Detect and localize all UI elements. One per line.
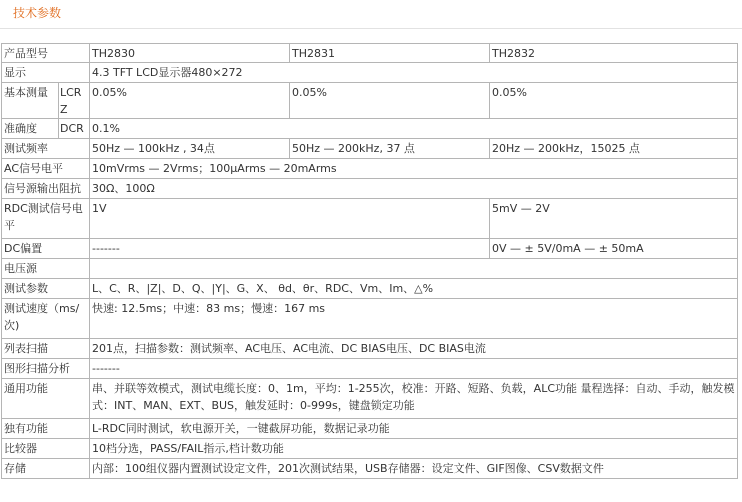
parameters-value: L、C、R、|Z|、D、Q、|Y|、G、X、 θd、θr、RDC、Vm、Im、△% bbox=[90, 279, 738, 299]
lcrz-value-th2832: 0.05% bbox=[490, 83, 738, 119]
title-divider bbox=[0, 28, 742, 29]
dc-bias-label: DC偏置 bbox=[2, 239, 90, 259]
dc-bias-th2830-th2831: ------- bbox=[90, 239, 490, 259]
table-row-display bbox=[2, 63, 738, 83]
ac-level-value: 10mVrms — 2Vrms；100μArms — 20mArms bbox=[90, 159, 738, 179]
speed-label: 测试速度（ms/次) bbox=[2, 299, 90, 339]
storage-label: 存储 bbox=[2, 459, 90, 479]
speed-value: 快速: 12.5ms；中速：83 ms；慢速：167 ms bbox=[90, 299, 738, 339]
voltage-source-label: 电压源 bbox=[2, 259, 90, 279]
parameters-label: 测试参数 bbox=[2, 279, 90, 299]
lcrz-value-th2830: 0.05% bbox=[90, 83, 290, 119]
frequency-label: 测试频率 bbox=[2, 139, 90, 159]
list-sweep-label: 列表扫描 bbox=[2, 339, 90, 359]
model-th2830: TH2830 bbox=[90, 44, 290, 63]
frequency-th2832: 20Hz — 200kHz，15025 点 bbox=[490, 139, 738, 159]
table-row-frequency bbox=[2, 139, 738, 159]
comparator-value: 10档分选，PASS/FAIL指示,档计数功能 bbox=[90, 439, 738, 459]
frequency-th2830: 50Hz — 100kHz , 34点 bbox=[90, 139, 290, 159]
graph-sweep-value: ------- bbox=[90, 359, 738, 379]
lcrz-value-th2831: 0.05% bbox=[290, 83, 490, 119]
basic-accuracy-label-1: 基本测量 bbox=[2, 83, 59, 119]
table-row-general bbox=[2, 379, 738, 419]
basic-accuracy-label-2: 准确度 bbox=[2, 119, 59, 139]
dc-bias-th2832: 0V — ± 5V/0mA — ± 50mA bbox=[490, 239, 738, 259]
spec-table bbox=[1, 43, 738, 479]
list-sweep-value: 201点，扫描参数：测试频率、AC电压、AC电流、DC BIAS电压、DC BIAS电流 bbox=[90, 339, 738, 359]
source-impedance-value: 30Ω、100Ω bbox=[90, 179, 738, 199]
unique-value: L-RDC同时测试，软电源开关，一键截屏功能，数据记录功能 bbox=[90, 419, 738, 439]
general-value: 串、并联等效模式，测试电缆长度：0、1m，平均：1-255次，校准：开路、短路、负载，ALC功能 量程选择：自动、手动，触发模式：INT、MAN、EXT、BUS，触发延时：0-999s，键盘锁定功能 bbox=[90, 379, 738, 419]
ac-level-label: AC信号电平 bbox=[2, 159, 90, 179]
table-row-model bbox=[2, 44, 738, 63]
table-row-parameters bbox=[2, 279, 738, 299]
table-row-comparator bbox=[2, 439, 738, 459]
graph-sweep-label: 图形扫描分析 bbox=[2, 359, 90, 379]
table-row-source-impedance bbox=[2, 179, 738, 199]
table-row-speed bbox=[2, 299, 738, 339]
table-row-dc-bias bbox=[2, 239, 738, 259]
table-row-dcr bbox=[2, 119, 738, 139]
table-row-graph-sweep bbox=[2, 359, 738, 379]
unique-label: 独有功能 bbox=[2, 419, 90, 439]
rdc-level-th2830-th2831: 1V bbox=[90, 199, 490, 239]
model-th2831: TH2831 bbox=[290, 44, 490, 63]
comparator-label: 比较器 bbox=[2, 439, 90, 459]
dcr-label: DCR bbox=[59, 119, 90, 139]
voltage-source-value bbox=[90, 259, 738, 279]
table-row-rdc-level bbox=[2, 199, 738, 239]
table-row-lcrz bbox=[2, 83, 738, 119]
storage-value: 内部：100组仪器内置测试设定文件，201次测试结果，USB存储器：设定文件、GIF图像、CSV数据文件 bbox=[90, 459, 738, 479]
dcr-value: 0.1% bbox=[90, 119, 738, 139]
rdc-level-th2832: 5mV — 2V bbox=[490, 199, 738, 239]
table-row-unique bbox=[2, 419, 738, 439]
section-title: 技术参数 bbox=[13, 6, 62, 20]
table-row-storage bbox=[2, 459, 738, 479]
source-impedance-label: 信号源输出阻抗 bbox=[2, 179, 90, 199]
display-label: 显示 bbox=[2, 63, 90, 83]
general-label: 通用功能 bbox=[2, 379, 90, 419]
lcrz-label: LCRZ bbox=[59, 83, 90, 119]
rdc-level-label: RDC测试信号电平 bbox=[2, 199, 90, 239]
model-label: 产品型号 bbox=[2, 44, 90, 63]
model-th2832: TH2832 bbox=[490, 44, 738, 63]
table-row-list-sweep bbox=[2, 339, 738, 359]
table-row-voltage-source bbox=[2, 259, 738, 279]
table-row-ac-level bbox=[2, 159, 738, 179]
display-value: 4.3 TFT LCD显示器480×272 bbox=[90, 63, 738, 83]
frequency-th2831: 50Hz — 200kHz, 37 点 bbox=[290, 139, 490, 159]
